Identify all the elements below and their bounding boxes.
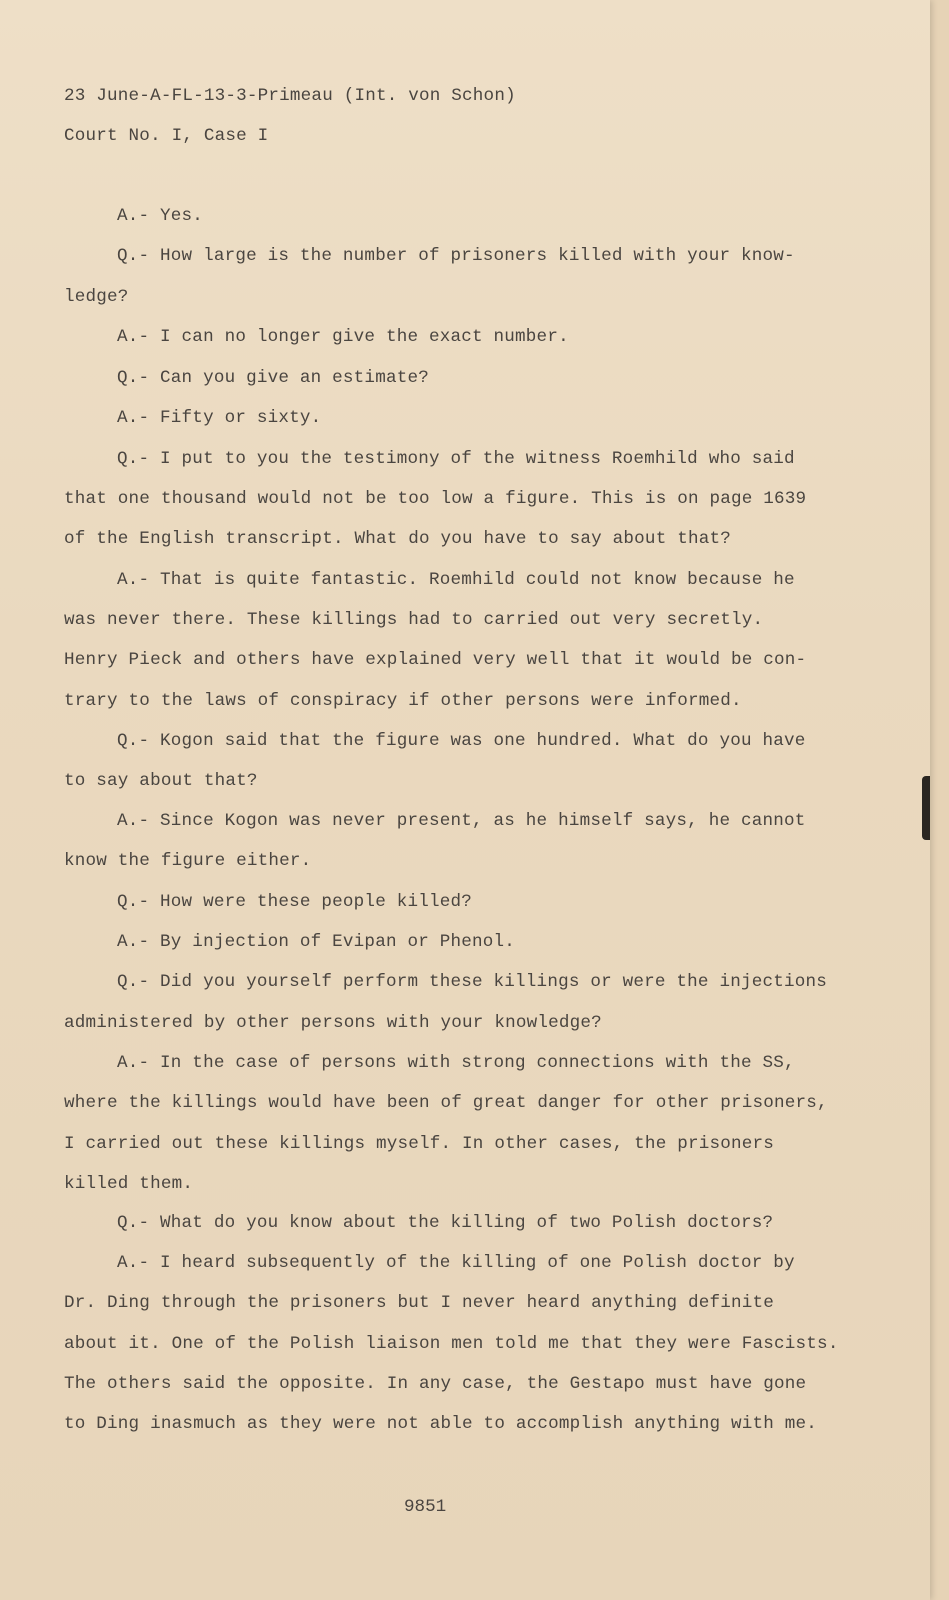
binding-mark [922,776,930,840]
transcript-line: A.- Fifty or sixty. [117,408,322,428]
transcript-line: A.- Since Kogon was never present, as he himself says, he cannot [117,811,806,831]
transcript-line: Q.- How were these people killed? [117,892,473,912]
transcript-line: The others said the opposite. In any case, the Gestapo must have gone [64,1374,807,1394]
transcript-line: A.- By injection of Evipan or Phenol. [117,932,516,952]
transcript-line: Q.- Did you yourself perform these killings or were the injections [117,972,828,992]
transcript-line: Q.- How large is the number of prisoners killed with your know- [117,246,795,266]
transcript-line: where the killings would have been of great danger for other prisoners, [64,1093,828,1113]
page-number: 9851 [404,1497,447,1517]
transcript-line: A.- I can no longer give the exact number. [117,327,569,347]
transcript-line: to say about that? [64,771,258,791]
transcript-line: of the English transcript. What do you have to say about that? [64,529,731,549]
transcript-line: administered by other persons with your knowledge? [64,1013,602,1033]
transcript-line: trary to the laws of conspiracy if other persons were informed. [64,691,742,711]
transcript-line: Q.- What do you know about the killing of two Polish doctors? [117,1213,774,1233]
transcript-line: Henry Pieck and others have explained very well that it would be con- [64,650,807,670]
transcript-line: Q.- Kogon said that the figure was one hundred. What do you have [117,731,806,751]
transcript-line: A.- That is quite fantastic. Roemhild could not know because he [117,570,795,590]
transcript-line: killed them. [64,1174,194,1194]
header-court: Court No. I, Case I [64,126,269,146]
transcript-line: A.- In the case of persons with strong connections with the SS, [117,1053,795,1073]
transcript-line: to Ding inasmuch as they were not able to accomplish anything with me. [64,1414,818,1434]
transcript-line: about it. One of the Polish liaison men told me that they were Fascists. [64,1334,839,1354]
transcript-line: I carried out these killings myself. In other cases, the prisoners [64,1134,775,1154]
transcript-line: was never there. These killings had to carried out very secretly. [64,610,764,630]
transcript-line: that one thousand would not be too low a figure. This is on page 1639 [64,489,807,509]
transcript-line: Q.- Can you give an estimate? [117,368,429,388]
transcript-line: ledge? [64,287,129,307]
transcript-line: Dr. Ding through the prisoners but I never heard anything definite [64,1293,775,1313]
transcript-line: Q.- I put to you the testimony of the witness Roemhild who said [117,449,795,469]
transcript-line: know the figure either. [64,851,312,871]
transcript-line: A.- I heard subsequently of the killing of one Polish doctor by [117,1253,795,1273]
transcript-line: A.- Yes. [117,206,204,226]
header-reference: 23 June-A-FL-13-3-Primeau (Int. von Schon) [64,86,516,106]
